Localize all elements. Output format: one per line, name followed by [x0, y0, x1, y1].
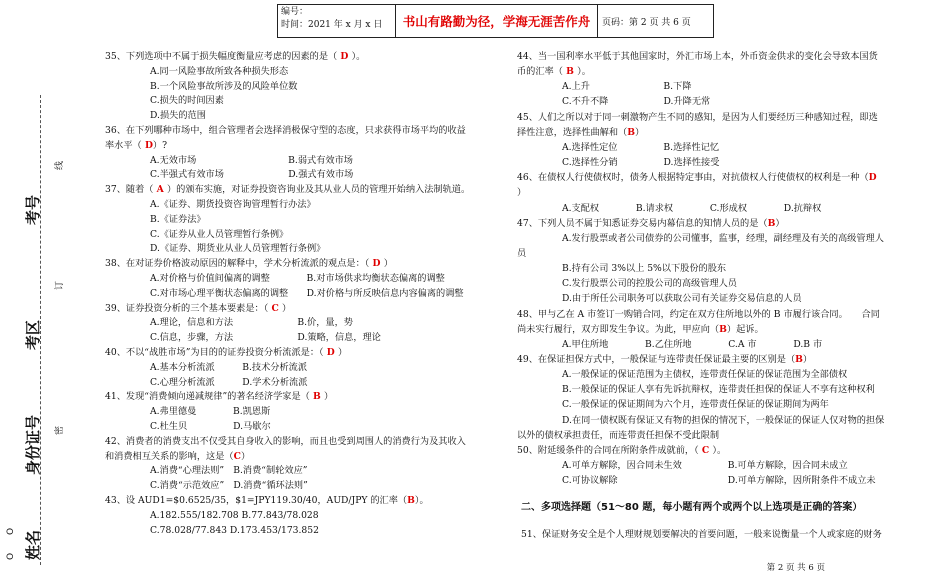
question-text: 40、不以“战胜市场”为目的的证券投资分析流派是：（: [105, 347, 324, 358]
question-text: 35、下列选项中不属于损失幅度衡量应考虑的因素的是（: [105, 51, 338, 62]
header-motto: 书山有路勤为径，学海无涯苦作舟: [396, 5, 598, 37]
page-header: [277, 4, 714, 38]
option-line: A.选择性定位 B.选择性记忆: [562, 141, 720, 153]
question-line: [517, 171, 877, 185]
option-line: D.由于所任公司职务可以获取公司有关证券交易信息的人员: [562, 293, 802, 305]
answer-mark: D: [337, 51, 352, 62]
question-line: 45、人们之所以对于同一刺激物产生不同的感知，是因为人们要经历三种感知过程，即选: [517, 111, 878, 123]
option-line: C.杜生贝 D.马歇尔: [150, 421, 271, 432]
question-text-end: ）: [282, 302, 292, 314]
answer-mark: B: [627, 126, 636, 138]
option-line: C.《证券从业人员管理暂行条例》: [150, 228, 289, 240]
question-text: 39、证券投资分析的三个基本要素是：（: [105, 302, 269, 314]
answer-mark: D: [323, 347, 338, 358]
question-line: 36、在下列哪种市场中，组合管理者会选择消极保守型的态度，只求获得市场平均的收益: [105, 125, 466, 136]
answer-mark: D: [369, 258, 384, 270]
answer-mark: B: [309, 391, 325, 403]
question-text: 择性注意，选择性曲解和（: [517, 126, 628, 138]
question-text: 41、发现“消费倾向递减规律”的著名经济学家是（: [105, 391, 310, 403]
option-line: A.可单方解除，因合同未生效 B.可单方解除，因合同未成立: [562, 460, 848, 472]
question-line: 以外的债权承担责任，而连带责任担保不受此限制: [517, 429, 720, 441]
answer-mark: A: [153, 184, 167, 196]
option-line: C.心理分析流派 D.学术分析流派: [150, 376, 308, 388]
question-line: [517, 126, 644, 140]
question-text-end: ）?: [152, 139, 168, 151]
option-line: A.消费“心理法则” B.消费“制轮效应”: [150, 465, 308, 477]
option-line: A.支配权 B.请求权 C.形成权 D.抗辩权: [562, 202, 822, 214]
option-line: C.发行股票公司的控股公司的高级管理人员: [562, 278, 737, 290]
question-line: [105, 302, 291, 316]
option-line: C.半强式有效市场 D.强式有效市场: [150, 169, 354, 181]
question-text-end: ）: [240, 450, 251, 462]
option-line: D.《证券、期货业从业人员管理暂行条例》: [150, 243, 326, 255]
question-text-end: ）起诉。: [726, 323, 764, 335]
question-text-end: ）: [517, 187, 527, 199]
section-title-multiple-choice: 二、多项选择题（51～80 题，每小题有两个或两个以上选项是正确的答案）: [521, 502, 863, 513]
question-line: 48、甲与乙在 A 市签订一购销合同，约定在双方住所地以外的 B 市履行该合同。 合同: [517, 308, 880, 320]
option-line: C.选择性分销 D.选择性接受: [562, 157, 720, 169]
question-text-end: ）的颁布实施，对证券投资咨询业及其从业人员的管理开始纳入法制轨道。: [166, 184, 471, 196]
question-line: [105, 50, 365, 64]
id-number-label: 身份证号: [24, 414, 42, 475]
option-line: A.弗里德曼 B.凯恩斯: [150, 406, 271, 418]
answer-mark: B: [795, 354, 803, 365]
exam-area-label: 考区: [24, 319, 42, 350]
option-line: A.理论，信息和方法 B.价，量，势: [150, 317, 353, 329]
header-page-info: 页码：第 2 页 共 6 页: [602, 17, 691, 28]
question-line: [517, 65, 591, 79]
question-text-end: ）。: [414, 495, 429, 506]
answer-mark: B: [562, 66, 578, 78]
answer-mark: D: [868, 172, 877, 184]
option-line: B.一个风险事故所涉及的风险单位数: [150, 80, 298, 92]
answer-mark: C: [268, 302, 282, 314]
question-text: 43、设 AUD1=$0.6525/35，$1=JPY119.30/40，AUD/JPY 的汇率（: [105, 495, 408, 506]
question-line: [105, 494, 429, 508]
question-line: 44、当一国利率水平低于其他国家时，外汇市场上本，外币资金供求的变化会导致本国货: [517, 51, 878, 62]
question-line: [105, 390, 333, 404]
option-line: C.可协议解除 D.可单方解除，因所附条件不成立未: [562, 475, 876, 487]
option-line: C.78.028/77.843 D.173.453/173.852: [150, 524, 319, 536]
option-line: C.消费“示范效应” D.消费“循环法则”: [150, 480, 308, 492]
binding-seal-mark: 密: [55, 425, 65, 435]
answer-mark: B: [767, 217, 776, 229]
question-text-end: ）: [775, 217, 785, 229]
binding-margin: [0, 90, 65, 570]
option-line: B.持有公司 3%以上 5%以下股份的股东: [562, 263, 727, 275]
question-line: 员: [517, 247, 527, 259]
option-line: B.一般保证的保证人享有先诉抗辩权，连带责任担保的保证人不享有这种权利: [562, 384, 875, 396]
option-line: A.上升 B.下降: [562, 81, 692, 93]
question-text: 49、在保证担保方式中，一般保证与连带责任保证最主要的区别是（: [517, 354, 796, 365]
binding-circle-1: O: [6, 527, 16, 535]
question-line: [517, 186, 526, 200]
option-line: A.182.555/182.708 B.77.843/78.028: [150, 509, 319, 521]
question-text: 率水平（: [105, 139, 142, 151]
question-text-end: ）。: [351, 51, 366, 62]
question-text: 币的汇率（: [517, 66, 563, 78]
question-line: [105, 183, 470, 197]
question-line: [105, 257, 393, 271]
question-text: 50、附延缓条件的合同在所附条件成就前，（: [517, 444, 699, 456]
question-text: 47、下列人员不属于知悉证券交易内幕信息的知情人员的是（: [517, 217, 768, 229]
option-line: A.发行股票或者公司债券的公司懂事，监事，经理，副经理及有关的高级管理人: [562, 232, 884, 244]
question-text: 尚未实行履行，双方即发生争议。为此，甲应向（: [517, 323, 720, 335]
option-line: A.甲住所地 B.乙住所地 C.A 市 D.B 市: [562, 338, 823, 350]
page-footer: 第 2 页 共 6 页: [766, 563, 825, 573]
option-line: A.无效市场 B.弱式有效市场: [150, 154, 353, 166]
question-text: 和消费相互关系的影响，这是（: [105, 450, 234, 462]
question-text-end: ）。: [712, 444, 727, 456]
option-line: A.《证券、期货投资咨询管理暂行办法》: [150, 199, 316, 210]
answer-mark: B: [719, 323, 727, 335]
question-text-end: ）: [635, 126, 645, 138]
question-line: 42、消费者的消费支出不仅受其自身收入的影响，而且也受到周围人的消费行为及其收入: [105, 435, 466, 447]
question-text: 37、随着（: [105, 184, 154, 196]
question-line: [517, 444, 726, 458]
answer-mark: C: [698, 444, 713, 456]
option-line: C.一般保证的保证期间为六个月，连带责任保证的保证期间为两年: [562, 399, 829, 411]
name-label: 姓名: [24, 529, 42, 560]
question-line: [105, 450, 250, 464]
question-text: 46、在债权人行使债权时，债务人根据特定事由，对抗债权人行使债权的权利是一种（: [517, 172, 869, 184]
option-line: C.信息，步骤，方法 D.策略，信息，理论: [150, 332, 381, 344]
answer-mark: B: [407, 495, 415, 506]
header-meta: [278, 5, 396, 37]
question-text: 38、在对证券价格波动原因的解释中，学术分析流派的观点是：（: [105, 258, 370, 270]
option-line: C.不升不降 D.升降无常: [562, 96, 711, 108]
question-line: [517, 323, 764, 337]
question-text-end: ）: [324, 391, 334, 403]
question-line: [105, 346, 347, 360]
question-text-end: ）。: [577, 66, 591, 78]
question-line: [105, 139, 167, 153]
option-line: D.损失的范围: [150, 110, 206, 122]
answer-mark: D: [141, 139, 153, 151]
question-text-end: ）: [337, 347, 348, 358]
option-line: A.一般保证的保证范围为主债权，连带责任保证的保证范围为全部债权: [562, 369, 848, 381]
binding-circle-2: O: [6, 552, 16, 560]
binding-line-mark: 线: [55, 160, 65, 170]
question-text-end: ）: [383, 258, 393, 270]
question-line: [517, 353, 812, 367]
exam-no-label: 考号: [24, 194, 42, 225]
answer-mark: C: [233, 450, 241, 462]
option-line: A.同一风险事故所致各种损失形态: [150, 65, 289, 77]
option-line: B.《证券法》: [150, 213, 206, 225]
question-51-text: 51、保证财务安全是个人理财规划要解决的首要问题，一般来说衡量一个人或家庭的财务: [521, 529, 882, 540]
header-number-label: 编号：: [281, 7, 309, 17]
option-line: A.对价格与价值间偏离的调整 B.对市场供求均衡状态偏离的调整: [150, 273, 445, 284]
option-line: C.损失的时间因素: [150, 95, 224, 107]
header-time-label: 时间：2021 年 x 月 x 日: [281, 20, 383, 30]
question-line: [517, 217, 785, 231]
question-text-end: ）: [802, 354, 813, 365]
option-line: D.在同一债权既有保证又有物的担保的情况下，一般保证的保证人仅对物的担保: [562, 414, 885, 426]
option-line: C.对市场心理平衡状态偏离的调整 D.对价格与所反映信息内容偏离的调整: [150, 287, 464, 299]
binding-staple-mark: 订: [55, 280, 65, 290]
option-line: A.基本分析流派 B.技术分析流派: [150, 361, 308, 373]
